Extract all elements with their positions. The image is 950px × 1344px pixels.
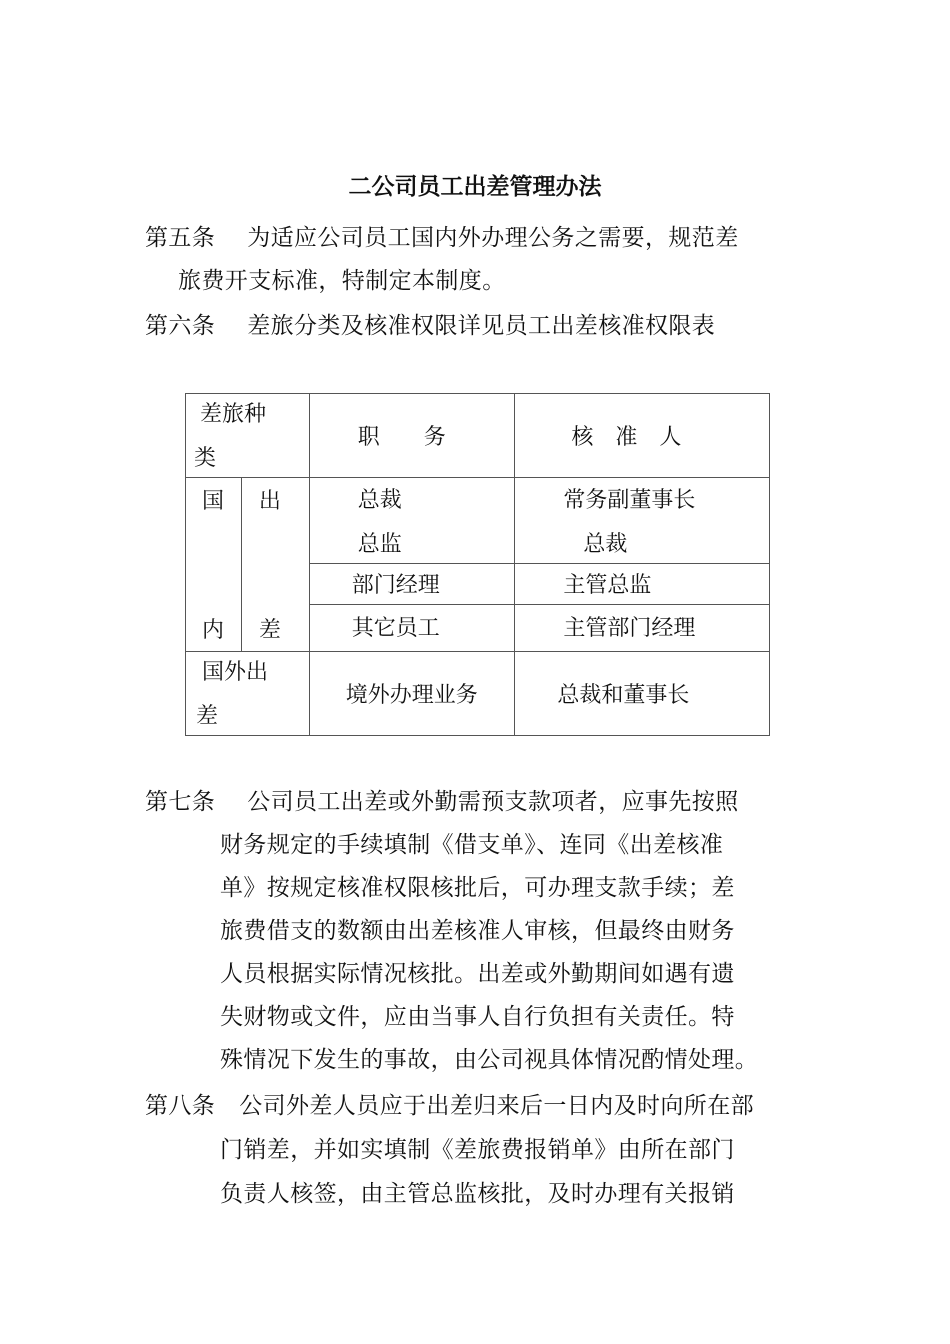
article-7-text-7: 殊情况下发生的事故，由公司视具体情况酌情处理。 (220, 1047, 759, 1073)
position-cell: 其它员工 (309, 605, 515, 652)
position-cell: 总裁 总监 (309, 478, 515, 564)
article-7-line-1 (145, 783, 739, 816)
position-cell: 境外办理业务 (309, 652, 515, 736)
article-8-label: 第八条 (145, 1093, 216, 1119)
article-7-text-2: 财务规定的手续填制《借支单》、连同《出差核准 (220, 832, 724, 858)
article-7-text-5: 人员根据实际情况核批。出差或外勤期间如遇有遗 (220, 961, 735, 987)
foreign-travel-label: 国外出 差 (186, 652, 310, 736)
table-row (186, 478, 770, 564)
approver-cell: 主管部门经理 (515, 605, 770, 652)
article-6-text-1: 差旅分类及核准权限详见员工出差核准权限表 (247, 313, 716, 339)
article-5-text-2: 旅费开支标准，特制定本制度。 (178, 268, 506, 294)
article-8-text-1: 公司外差人员应于出差归来后一日内及时向所在部 (239, 1093, 755, 1119)
article-8-line-1 (145, 1087, 754, 1120)
article-5-text-1: 为适应公司员工国内外办理公务之需要，规范差 (247, 225, 739, 251)
article-7-text-6: 失财物或文件，应由当事人自行负担有关责任。特 (220, 1004, 735, 1030)
article-7-text-4: 旅费借支的数额由出差核准人审核，但最终由财务 (220, 918, 735, 944)
table-header-row (186, 394, 770, 478)
approver-cell: 总裁和董事长 (515, 652, 770, 736)
article-7-text-3: 单》按规定核准权限核批后，可办理支款手续；差 (220, 875, 735, 901)
approver-cell: 主管总监 (515, 564, 770, 605)
article-5-line-1 (145, 219, 739, 252)
domestic-label-right: 出 差 (241, 478, 309, 652)
article-7-label: 第七条 (145, 789, 216, 815)
article-8-text-2: 门销差，并如实填制《差旅费报销单》由所在部门 (220, 1137, 735, 1163)
header-position: 职 务 (309, 394, 515, 478)
domestic-label-left: 国 内 (186, 478, 242, 652)
approver-cell: 常务副董事长 总裁 (515, 478, 770, 564)
position-cell: 部门经理 (309, 564, 515, 605)
table-row (186, 652, 770, 736)
header-approver: 核 准 人 (515, 394, 770, 478)
header-travel-type: 差旅种 类 (186, 394, 310, 478)
approval-authority-table (185, 393, 770, 736)
article-6-label: 第六条 (145, 313, 216, 339)
article-5-label: 第五条 (145, 225, 216, 251)
article-8-text-3: 负责人核签，由主管总监核批，及时办理有关报销 (220, 1181, 735, 1207)
article-7-text-1: 公司员工出差或外勤需预支款项者，应事先按照 (247, 789, 739, 815)
document-title: 二公司员工出差管理办法 (348, 174, 602, 200)
article-6-line-1 (145, 307, 715, 340)
